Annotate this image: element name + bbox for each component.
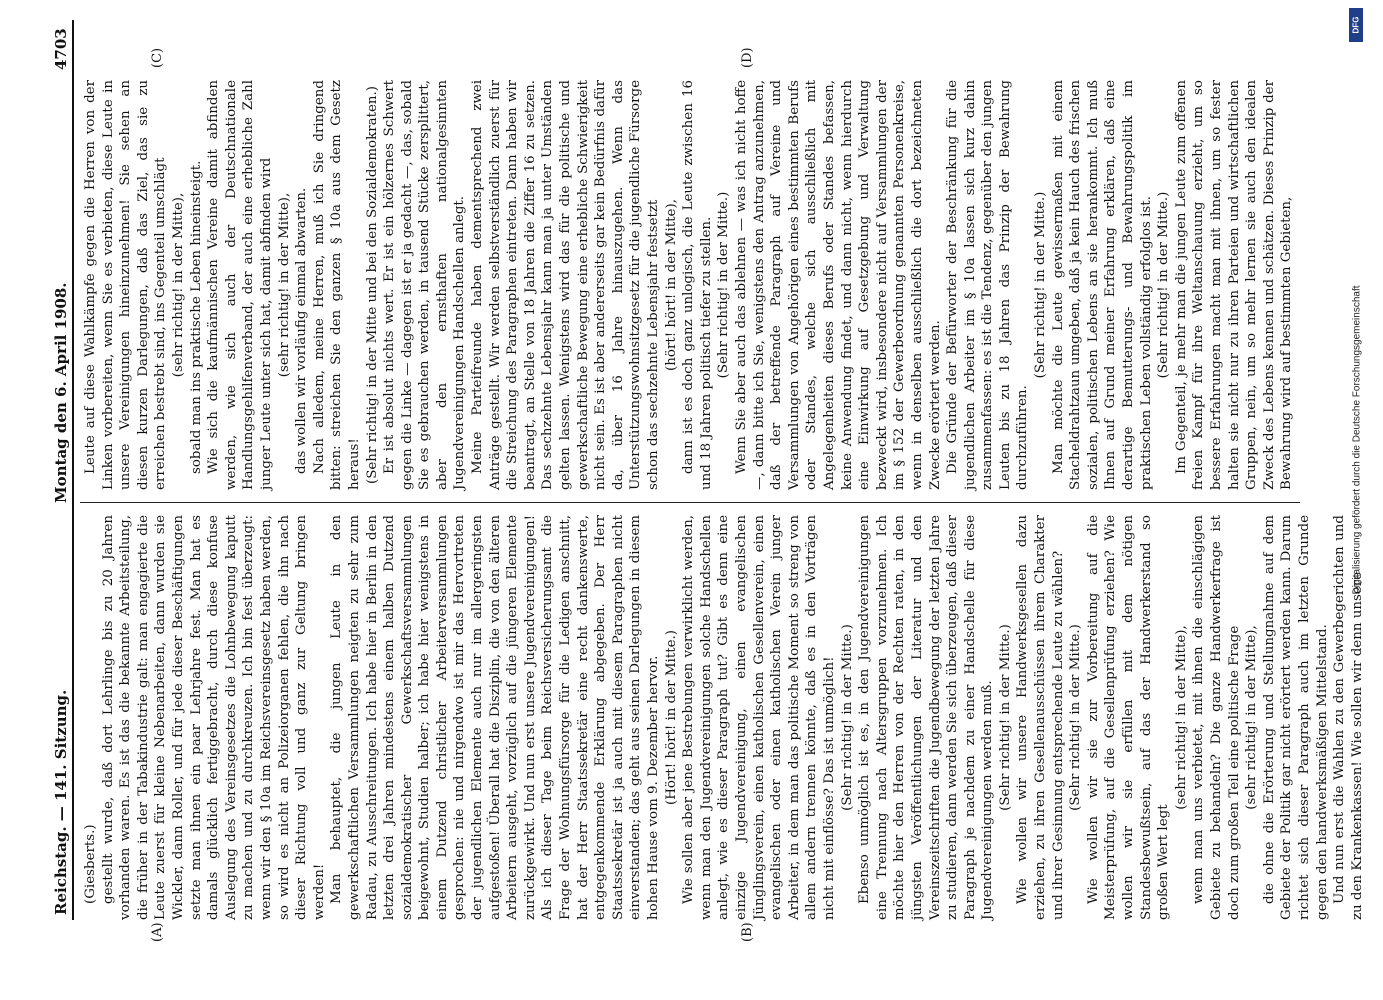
interjection: (Sehr richtig! in der Mitte und bei den Sozialdemokraten.) xyxy=(364,85,380,485)
paragraph: (Giesberts.) xyxy=(83,824,98,904)
paragraph: wenn man uns verbietet, mit ihnen die einschlägigen Gebiete zu behandeln? Die ganze Handwerkerfrage ist doch zum großen Teil eine politische Frage xyxy=(1191,515,1242,920)
header-rule xyxy=(72,20,74,920)
paragraph: sobald man ins praktische Leben hineinsteigt. xyxy=(188,160,204,474)
margin-letter-b: (B) xyxy=(740,922,755,942)
paragraph: Wie wollen wir sie zur Vorbereitung auf die Meisterprüfung, auf die Gesellenprüfung erziehen? Wie wollen wir sie erfüllen mit dem nötigen Standesbewußtsein, auf das der Handwerkerstand so großen Wert legt xyxy=(1085,515,1172,920)
interjection: (Sehr richtig! in der Mitte.) xyxy=(1033,191,1049,379)
paragraph: Leute auf diese Wahlkämpfe gegen die Herren von der Linken vorbereiten, wenn Sie es verbieten, diese Leute in unsere Vereinigungen hineinzunehmen! Sie sehen an diesen kurzen Darlegungen, daß das Ziel, das sie zu erreichen bestrebt sind, ins Gegenteil umschlägt xyxy=(83,80,169,490)
left-column xyxy=(82,515,1365,920)
credit-text: Digitalisierung gefördert durch die Deutsche Forschungsgemeinschaft xyxy=(1351,285,1363,595)
paragraph: Im Gegenteil, je mehr man die jungen Leute zum offenen freien Kampf für ihre Weltanschauung erzieht, um so bessere Erfahrungen macht man mit ihnen, um so fester halten sie nicht nur zu ihren Parteien und wirtschaftlichen Gruppen, nein, um so mehr lernen sie auch den idealen Zweck des Lebens kennen und schätzen. Dieses Prinzip der Bewahrung wird auf bestimmten Gebieten, xyxy=(1173,80,1295,490)
paragraph: Meine Parteifreunde haben dementsprechend zwei Anträge gestellt. Wir werden selbstverständlich zuerst für die Streichung des Paragraphen eintreten. Dann haben wir beantragt, an Stelle von 18 Jahren die Ziffer 16 zu setzen. Das sechzehnte Lebensjahr kann man ja unter Umständen gelten lassen. Wenigstens wird das für die politische und gewerkschaftliche Bewegung eine erhebliche Schwierigkeit nicht sein. Es ist aber andererseits gar kein Bedürfnis dafür da, über 16 Jahre hinauszugehen. Wenn das Unterstützungswohnsitzgesetz für die jugendliche Fürsorge schon das sechzehnte Lebensjahr festsetzt xyxy=(470,80,661,490)
paragraph: Ebenso unmöglich ist es, in den Jugendvereinigungen eine Trennung nach Altersgruppen vorzunehmen. Ich möchte hier den Herren von der Rechten raten, in den jüngsten Veröffentlichungen der Literatur und den Vereinszeitschriften die Jugendbewegung der letzten Jahre zu studieren, dann werden Sie sich überzeugen, daß dieser Paragraph je nachdem zu einer Handschelle für diese Jugendvereinigungen werden muß. xyxy=(857,515,996,920)
paragraph: Nach alledem, meine Herren, muß ich Sie dringend bitten: streichen Sie den ganzen § 10a aus dem Gesetz heraus! xyxy=(311,80,362,490)
paragraph: dann ist es doch ganz unlogisch, die Leute zwischen 16 und 18 Jahren politisch tiefer zu stellen. xyxy=(681,80,714,490)
interjection: (sehr richtig! in der Mitte), xyxy=(1244,625,1260,810)
dfg-logo xyxy=(1349,8,1363,42)
interjection: (Sehr richtig! in der Mitte.) xyxy=(1156,191,1172,379)
interjection: (sehr richtig! in der Mitte), xyxy=(170,192,186,378)
paragraph: Er ist absolut nichts wert. Er ist ein hölzernes Schwert gegen die Linke — dagegen ist er ja gedacht —, das, sobald Sie es gebrauchen werden, in tausend Stücke zersplittert, aber den ernsthaften nationalgesinnten Jugendvereinigungen Handschellen anlegt. xyxy=(382,80,468,490)
digitization-credit xyxy=(1346,10,1368,990)
paragraph: Und nun erst die Wahlen zu den Gewerbegerichten und zu den Krankenkassen! Wie sollen wir denn unsere xyxy=(1332,515,1365,920)
interjection: (sehr richtig! in der Mitte), xyxy=(276,192,292,378)
interjection: (Sehr richtig! in der Mitte.) xyxy=(1068,624,1084,811)
interjection: (Sehr richtig! in der Mitte.) xyxy=(997,624,1013,811)
paragraph: Wenn Sie aber auch das ablehnen — was ich nicht hoffe —, dann bitte ich Sie, wenigstens den Antrag anzunehmen, daß der betreffende Paragraph auf Vereine und Versammlungen von Angehörigen eines bestimmten Berufs oder Standes, welche sich ausschließlich mit Angelegenheiten dieses Berufs oder Standes befassen, keine Anwendung findet, und dann nicht, wenn hierdurch eine Einwirkung auf Gesetzgebung und Verwaltung bezweckt wird, insbesondere nicht auf Versammlungen der im § 152 der Gewerbeordnung genannten Personenkreise, wenn in denselben ausschließlich die dort bezeichneten Zwecke erörtert werden. xyxy=(733,80,943,490)
paragraph: Wie sollen aber jene Bestrebungen verwirklicht werden, wenn man den Jugendvereinigungen solche Handschellen anlegt, wie es dieser Paragraph tut? Gibt es denn eine einzige Jugendvereinigung, einen evangelischen Jünglingsverein, einen katholischen Gesellenverein, einen evangelischen oder einen katholischen Verein junger Arbeiter, in dem man das politische Moment so streng von allem andern trennen könnte, daß es in den Vorträgen nicht mit einflösse? Das ist unmöglich! xyxy=(681,515,837,920)
interjection: (hört! hört! in der Mitte), xyxy=(663,199,679,371)
paragraph: das wollen wir vorläufig einmal abwarten. xyxy=(294,187,310,474)
paragraph: Wie sich die kaufmännischen Vereine damit abfinden werden, wie sich auch der Deutschnationale Handlungsgehilfenverband, der auch eine erhebliche Zahl junger Leute unter sich hat, damit abfinden wird xyxy=(206,80,274,490)
paragraph: gestellt wurde, daß dort Lehrlinge bis zu 20 Jahren vorhanden waren. Es ist das die bekannte Arbeitsteilung, die früher in der Tabakindustrie galt: man engagierte die Leute zuerst für kleine Nebenarbeiten, dann wurden sie Wickler, dann Roller, und für jede dieser Beschäftigungen setzte man ihnen ein paar Lehrjahre fest. Man hat es damals glücklich fertiggebracht, durch diese konfuse Auslegung des Vereinsgesetzes die Lohnbewegung kaputt zu machen und zu durchkreuzen. Ich bin fest überzeugt: wenn wir den § 10a im Reichsvereinsgesetz haben werden, so wird es nicht an Polizeiorganen fehlen, die ihn nach dieser Richtung voll und ganz zur Geltung bringen werden! xyxy=(100,515,327,920)
interjection: (Hört! hört! in der Mitte.) xyxy=(663,630,679,805)
paragraph: Die Gründe der Befürworter der Beschränkung für die jugendlichen Arbeiter im § 10a lassen sich kurz dahin zusammenfassen: es ist die Tendenz, gegenüber den jungen Leuten bis zu 18 Jahren das Prinzip der Bewahrung durchzuführen. xyxy=(945,80,1031,490)
paragraph: Man behauptet, die jungen Leute in den gewerkschaftlichen Versammlungen neigten zu sehr zum Radau, zu Ausschreitungen. Ich habe hier in Berlin in den letzten drei Jahren mindestens einem halben Dutzend sozialdemokratischer Gewerkschaftsversammlungen beigewohnt, Studien halber; ich habe hier wenigstens in einem Dutzend christlicher Arbeiterversammlungen gesprochen: nie und nirgendwo ist mir das Hervortreten der jugendlichen Elemente auch nur im allergeringsten aufgestoßen! Überall hat die Disziplin, die von den älteren Arbeitern ausgeht, vorzüglich auf die jüngeren Elemente zurückgewirkt. Und nun erst unsere Jugendvereinigungen! Als ich dieser Tage beim Reichsversicherungsamt die Frage der Wohnungsfürsorge für die Ledigen anschnitt, hat der Herr Staatssekretär eine recht dankenswerte, entgegenkommende Erklärung abgegeben. Der Herr Staatssekretär ist ja auch mit diesem Paragraphen nicht einverstanden; das geht aus seinen Darlegungen in diesem hohen Hause vom 9. Dezember hervor. xyxy=(329,515,661,920)
interjection: (Sehr richtig! in der Mitte.) xyxy=(839,624,855,811)
margin-letter-c: (C) xyxy=(150,47,165,68)
dfg-logo-text: DFG xyxy=(1351,16,1361,34)
interjection: (Sehr richtig! in der Mitte.) xyxy=(716,191,732,379)
header-session: Reichstag. — 141. Sitzung. xyxy=(52,689,70,915)
paragraph: die ohne die Erörterung und Stellungnahme auf dem Gebiete der Politik gar nicht erörtert werden kann. Darum richtet sich dieser Paragraph auch im letzten Grunde gegen den handwerksmäßigen Mittelstand. xyxy=(1261,515,1330,920)
page-number: 4703 xyxy=(52,28,70,70)
paragraph: Wie wollen wir unsere Handwerksgesellen dazu erziehen, zu ihren Gesellenausschüssen ihrem Charakter und ihrer Gesinnung entsprechende Leute zu wählen? xyxy=(1015,515,1066,920)
header-date: Montag den 6. April 1908. xyxy=(52,282,70,503)
interjection: (sehr richtig! in der Mitte), xyxy=(1173,625,1189,810)
column-rule xyxy=(80,502,1300,503)
right-column xyxy=(82,80,1297,490)
paragraph: Man möchte die Leute gewissermaßen mit einem Stacheldrahtzaun umgeben, daß ja kein Hauch des frischen sozialen, politischen Lebens an sie herankommt. Ich muß Ihnen auf Grund meiner Erfahrung erklären, daß eine derartige Bemutterungs- und Bewahrungspolitik im praktischen Leben vollständig erfolglos ist. xyxy=(1050,80,1154,490)
margin-letter-d: (D) xyxy=(740,47,755,68)
margin-letter-a: (A) xyxy=(150,922,165,942)
